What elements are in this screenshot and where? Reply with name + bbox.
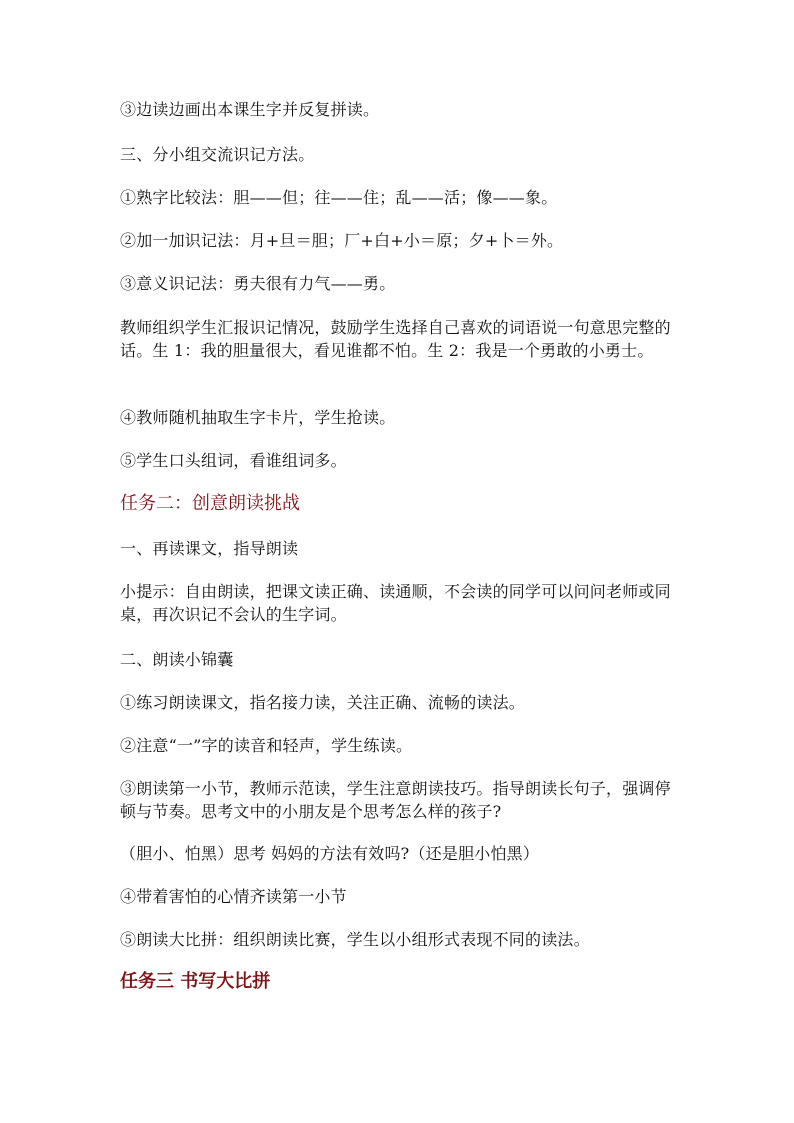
paragraph-meaning-method: ③意义识记法：勇夫很有力气——勇。	[120, 274, 396, 293]
paragraph-reading-tips: 二、朗读小锦囊	[120, 650, 234, 669]
paragraph-card-reading: ④教师随机抽取生字卡片，学生抢读。	[120, 408, 396, 427]
paragraph-read-with-fear: ④带着害怕的心情齐读第一小节	[120, 887, 347, 906]
heading-task-two: 任务二：创意朗读挑战	[120, 493, 300, 514]
paragraph-add-method: ②加一加识记法：月+旦＝胆；厂+白+小＝原；夕+卜＝外。	[120, 231, 564, 250]
paragraph-relay-reading: ①练习朗读课文，指名接力读，关注正确、流畅的读法。	[120, 693, 526, 712]
paragraph-word-forming: ⑤学生口头组词，看谁组词多。	[120, 451, 347, 470]
paragraph-compare-method: ①熟字比较法：胆——但；往——住；乱——活；像——象。	[120, 188, 558, 207]
paragraph-section-three: 三、分小组交流识记方法。	[120, 145, 315, 164]
paragraph-tip: 小提示：自由朗读，把课文读正确、读通顺，不会读的同学可以问问老师或同桌，再次识记不会认的生字词。	[120, 582, 671, 624]
paragraph-teacher-organize: 教师组织学生汇报识记情况，鼓励学生选择自己喜欢的词语说一句意思完整的话。生 1：我的胆量很大，看见谁都不怕。生 2：我是一个勇敢的小勇士。	[120, 318, 671, 360]
document-page	[120, 0, 680, 1123]
paragraph-reading-contest: ⑤朗读大比拼：组织朗读比赛，学生以小组形式表现不同的读法。	[120, 930, 590, 949]
paragraph-reread: 一、再读课文，指导朗读	[120, 539, 299, 558]
paragraph-first-section: ③朗读第一小节，教师示范读，学生注意朗读技巧。指导朗读长句子，强调停顿与节奏。思考文中的小朋友是个思考怎么样的孩子?	[120, 779, 671, 821]
paragraph-timid-answer: （胆小、怕黑）思考 妈妈的方法有效吗?（还是胆小怕黑）	[120, 844, 540, 863]
heading-task-three: 任务三 书写大比拼	[120, 971, 271, 992]
paragraph-read-and-mark: ③边读边画出本课生字并反复拼读。	[120, 100, 380, 119]
paragraph-pronunciation: ②注意“一”字的读音和轻声，学生练读。	[120, 736, 413, 755]
